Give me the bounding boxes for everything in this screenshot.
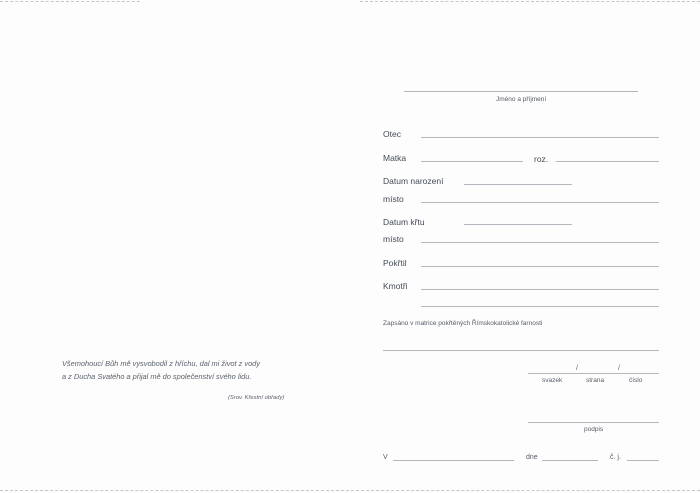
place-field[interactable]	[393, 460, 514, 461]
birth-place-field[interactable]	[421, 202, 659, 203]
top-edge-mark-right	[360, 1, 700, 2]
registry-note: Zapsáno v matrice pokřtěných Římskokatolické farnosti	[383, 320, 543, 327]
godparents-label: Kmotři	[383, 281, 408, 291]
godparents-field-2[interactable]	[421, 306, 659, 307]
quote-line-1: Všemohoucí Bůh mě vysvobodil z hříchu, dal mi život z vody	[62, 359, 260, 368]
top-edge-mark-left	[0, 1, 140, 2]
baptism-place-field[interactable]	[421, 242, 659, 243]
father-label: Otec	[383, 129, 401, 139]
baptism-place-label: místo	[383, 234, 404, 244]
quote-line-2: a z Ducha Svatého a přijal mě do společenství svého lidu.	[62, 372, 252, 381]
baptism-date-label: Datum křtu	[383, 217, 425, 227]
quote-source: (Srov. Křestní obřady)	[228, 395, 285, 401]
mother-label: Matka	[383, 153, 407, 163]
reference-number-field[interactable]	[627, 460, 659, 461]
registry-separator-1: /	[576, 365, 578, 372]
date-field[interactable]	[542, 460, 598, 461]
birth-place-label: místo	[383, 194, 404, 204]
signature-field[interactable]	[528, 422, 659, 423]
baptism-date-field[interactable]	[464, 224, 572, 225]
name-line	[404, 91, 638, 92]
signature-label: podpis	[584, 426, 604, 433]
place-label: V	[383, 454, 388, 461]
mother-field[interactable]	[421, 161, 523, 162]
baptized-by-label: Pokřtil	[383, 258, 407, 268]
reference-number-label: č. j.	[610, 454, 621, 461]
page-label: strana	[586, 377, 605, 384]
maiden-name-label: roz.	[534, 154, 549, 164]
registry-separator-2: /	[618, 365, 620, 372]
date-label: dne	[526, 454, 538, 461]
parish-field[interactable]	[383, 350, 659, 351]
number-label: číslo	[629, 377, 643, 384]
maiden-name-field[interactable]	[556, 161, 659, 162]
bottom-edge-mark	[0, 490, 700, 491]
godparents-field-1[interactable]	[421, 289, 659, 290]
name-label: Jméno a příjmení	[496, 96, 547, 103]
baptized-by-field[interactable]	[421, 266, 659, 267]
volume-label: svazek	[542, 377, 563, 384]
father-field[interactable]	[421, 137, 659, 138]
birth-date-label: Datum narození	[383, 176, 444, 186]
birth-date-field[interactable]	[464, 184, 572, 185]
registry-field[interactable]	[528, 373, 659, 374]
